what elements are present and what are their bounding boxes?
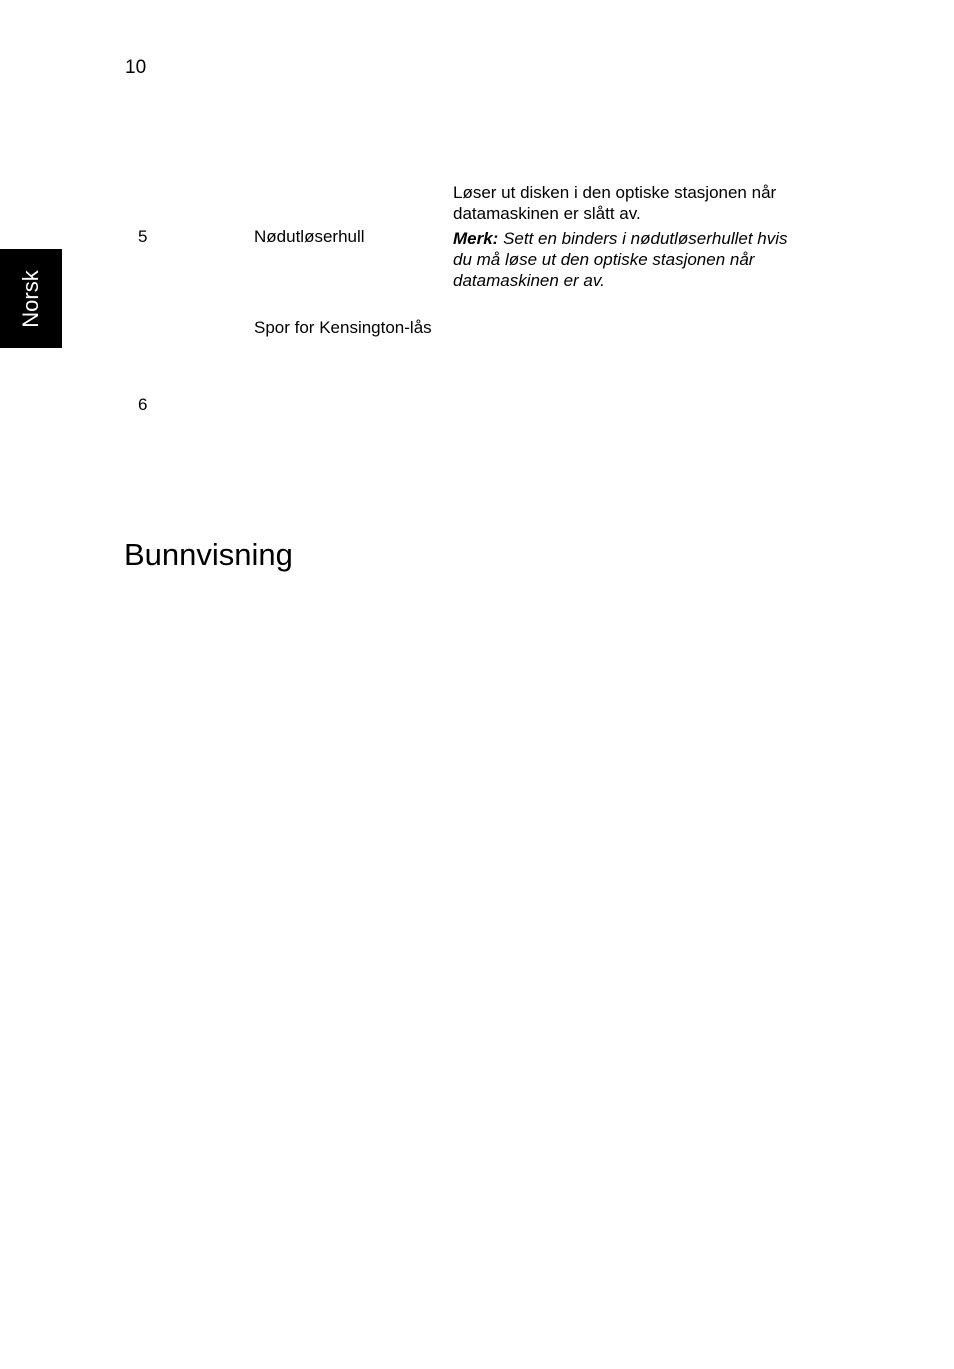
section-heading: Bunnvisning [124,537,293,572]
row-item: Spor for Kensington-lås [254,318,432,337]
language-tab-label: Norsk [18,270,43,328]
row-description: Løser ut disken i den optiske stasjonen når datamaskinen er slått av. [453,183,777,223]
note-label: Merk: [453,229,499,248]
row-number: 6 [138,395,148,414]
page-number: 10 [125,57,147,78]
row-note [453,228,803,291]
row-number: 5 [138,227,148,246]
note-text: Sett en binders i nødutløserhullet hvis du må løse ut den optiske stasjonen når datamaskinen er av. [453,229,788,290]
language-tab [0,249,62,348]
row-item: Nødutløserhull [254,227,365,246]
